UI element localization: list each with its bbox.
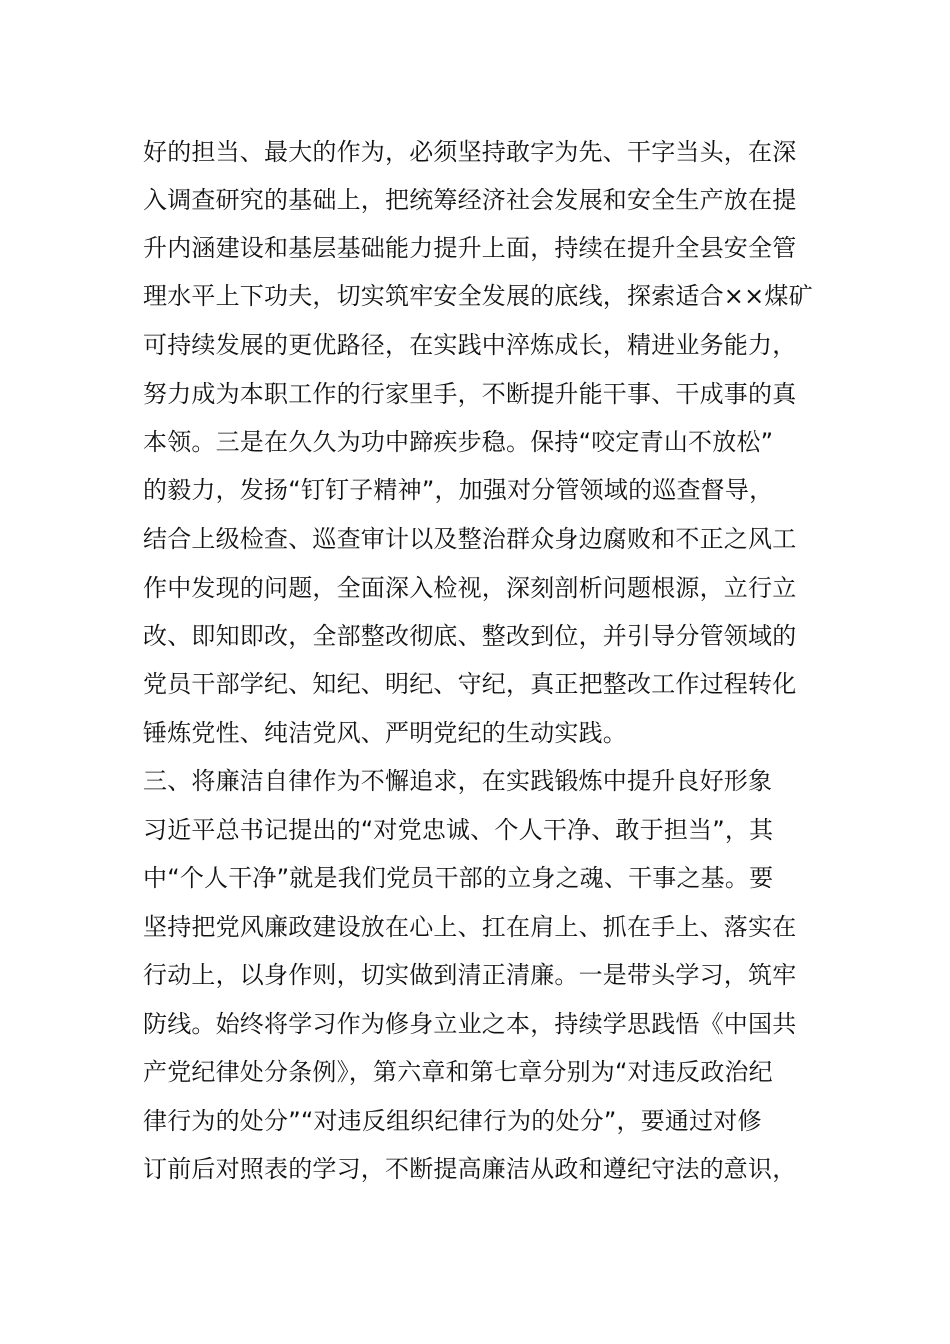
text-line: 努力成为本职工作的行家里手，不断提升能干事、干成事的真 [143,380,797,408]
text-line: 律行为的处分”“对违反组织纪律行为的处分”，要通过对修 [143,1107,762,1135]
text-line: 坚持把党风廉政建设放在心上、扛在肩上、抓在手上、落实在 [143,913,797,941]
text-line: 防线。始终将学习作为修身立业之本，持续学思践悟《中国共 [143,1010,797,1038]
text-line: 锤炼党性、纯洁党风、严明党纪的生动实践。 [143,719,627,747]
text-line: 升内涵建设和基层基础能力提升上面，持续在提升全县安全管 [143,234,797,262]
text-line: 理水平上下功夫，切实筑牢安全发展的底线，探索适合××煤矿 [143,282,813,310]
text-line: 入调查研究的基础上，把统筹经济社会发展和安全生产放在提 [143,186,797,214]
text-line: 本领。三是在久久为功中蹄疾步稳。保持“咬定青山不放松” [143,428,774,456]
text-line: 习近平总书记提出的“对党忠诚、个人干净、敢于担当”，其 [143,816,774,844]
section-heading: 三、将廉洁自律作为不懈追求，在实践锻炼中提升良好形象 [143,767,773,795]
text-line: 改、即知即改，全部整改彻底、整改到位，并引导分管领域的 [143,622,797,650]
text-line: 订前后对照表的学习，不断提高廉洁从政和遵纪守法的意识， [143,1155,797,1183]
text-line: 产党纪律处分条例》，第六章和第七章分别为“对违反政治纪 [143,1058,773,1086]
text-line: 作中发现的问题，全面深入检视，深刻剖析问题根源，立行立 [143,574,797,602]
text-line: 中“个人干净”就是我们党员干部的立身之魂、干事之基。要 [143,864,774,892]
text-line: 党员干部学纪、知纪、明纪、守纪，真正把整改工作过程转化 [143,670,797,698]
text-line: 结合上级检查、巡查审计以及整治群众身边腐败和不正之风工 [143,525,797,553]
text-line: 行动上，以身作则，切实做到清正清廉。一是带头学习，筑牢 [143,961,797,989]
text-line: 好的担当、最大的作为，必须坚持敢字为先、干字当头，在深 [143,138,797,166]
text-line: 可持续发展的更优路径，在实践中淬炼成长，精进业务能力， [143,331,797,359]
text-line: 的毅力，发扬“钉钉子精神”，加强对分管领域的巡查督导， [143,476,774,504]
